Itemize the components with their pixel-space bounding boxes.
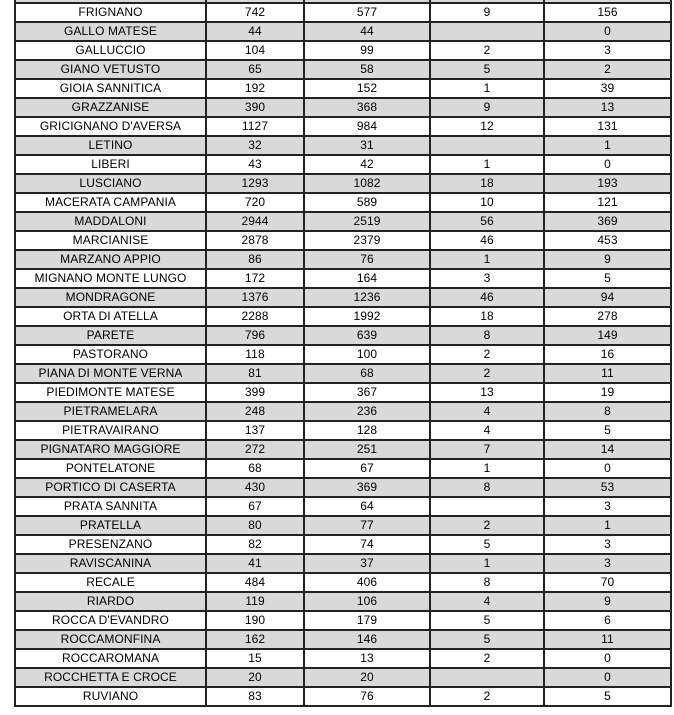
municipality-name-cell: LUSCIANO <box>15 174 206 193</box>
value-cell: 18 <box>430 174 544 193</box>
value-cell: 3 <box>430 269 544 288</box>
value-cell: 2 <box>430 41 544 60</box>
value-cell: 2 <box>544 60 671 79</box>
value-cell: 43 <box>206 155 304 174</box>
value-cell: 67 <box>206 497 304 516</box>
value-cell: 3 <box>544 497 671 516</box>
table-row <box>15 497 671 516</box>
value-cell: 0 <box>544 22 671 41</box>
table-row <box>15 516 671 535</box>
value-cell: 278 <box>544 307 671 326</box>
value-cell: 179 <box>304 611 430 630</box>
municipality-name-cell: PIEDIMONTE MATESE <box>15 383 206 402</box>
table-row <box>15 41 671 60</box>
value-cell: 4 <box>430 421 544 440</box>
value-cell: 0 <box>544 155 671 174</box>
municipality-name-cell: ROCCAMONFINA <box>15 630 206 649</box>
value-cell: 106 <box>304 592 430 611</box>
municipality-name-cell: RIARDO <box>15 592 206 611</box>
value-cell: 251 <box>304 440 430 459</box>
municipality-name-cell: MARCIANISE <box>15 231 206 250</box>
municipality-name-cell: MIGNANO MONTE LUNGO <box>15 269 206 288</box>
table-row <box>15 630 671 649</box>
value-cell: 20 <box>304 668 430 687</box>
value-cell: 76 <box>304 687 430 706</box>
value-cell: 68 <box>304 364 430 383</box>
value-cell: 100 <box>304 345 430 364</box>
value-cell: 1 <box>430 459 544 478</box>
value-cell: 94 <box>544 288 671 307</box>
municipality-name-cell: GIOIA SANNITICA <box>15 79 206 98</box>
table-row <box>15 174 671 193</box>
municipality-name-cell: PIETRAMELARA <box>15 402 206 421</box>
value-cell: 589 <box>304 193 430 212</box>
value-cell: 984 <box>304 117 430 136</box>
value-cell: 18 <box>430 307 544 326</box>
value-cell: 86 <box>206 250 304 269</box>
value-cell: 56 <box>430 212 544 231</box>
value-cell: 104 <box>206 41 304 60</box>
municipality-name-cell: PORTICO DI CASERTA <box>15 478 206 497</box>
value-cell: 2 <box>430 649 544 668</box>
value-cell <box>430 22 544 41</box>
value-cell: 5 <box>430 535 544 554</box>
table-row <box>15 383 671 402</box>
table-row <box>15 687 671 706</box>
value-cell: 14 <box>544 440 671 459</box>
value-cell: 2878 <box>206 231 304 250</box>
municipality-name-cell: ROCCAROMANA <box>15 649 206 668</box>
table-row <box>15 307 671 326</box>
value-cell: 742 <box>206 3 304 22</box>
value-cell: 368 <box>304 98 430 117</box>
table-row <box>15 60 671 79</box>
value-cell: 162 <box>206 630 304 649</box>
table-row <box>15 117 671 136</box>
value-cell: 0 <box>544 459 671 478</box>
value-cell: 80 <box>206 516 304 535</box>
municipality-data-table <box>14 0 672 707</box>
table-row <box>15 98 671 117</box>
table-row <box>15 231 671 250</box>
table-row <box>15 573 671 592</box>
value-cell: 15 <box>206 649 304 668</box>
value-cell: 53 <box>544 478 671 497</box>
value-cell: 20 <box>206 668 304 687</box>
municipality-name-cell: PIGNATARO MAGGIORE <box>15 440 206 459</box>
value-cell: 0 <box>544 649 671 668</box>
value-cell: 236 <box>304 402 430 421</box>
table-row <box>15 535 671 554</box>
value-cell: 13 <box>304 649 430 668</box>
table-row <box>15 250 671 269</box>
table-row <box>15 611 671 630</box>
value-cell: 4 <box>430 402 544 421</box>
value-cell: 12 <box>430 117 544 136</box>
value-cell: 1 <box>544 136 671 155</box>
value-cell: 1082 <box>304 174 430 193</box>
municipality-name-cell: PONTELATONE <box>15 459 206 478</box>
value-cell: 720 <box>206 193 304 212</box>
value-cell: 58 <box>304 60 430 79</box>
value-cell: 4 <box>430 592 544 611</box>
value-cell: 5 <box>430 630 544 649</box>
table-row <box>15 554 671 573</box>
value-cell: 1376 <box>206 288 304 307</box>
value-cell: 149 <box>544 326 671 345</box>
value-cell: 1992 <box>304 307 430 326</box>
value-cell: 796 <box>206 326 304 345</box>
value-cell: 5 <box>430 611 544 630</box>
value-cell: 8 <box>430 478 544 497</box>
table-row <box>15 649 671 668</box>
value-cell: 2 <box>430 687 544 706</box>
value-cell: 3 <box>544 41 671 60</box>
value-cell: 1293 <box>206 174 304 193</box>
table-row <box>15 155 671 174</box>
municipality-name-cell: GALLUCCIO <box>15 41 206 60</box>
value-cell: 9 <box>544 250 671 269</box>
value-cell: 137 <box>206 421 304 440</box>
value-cell: 248 <box>206 402 304 421</box>
table-row <box>15 402 671 421</box>
value-cell: 7 <box>430 440 544 459</box>
table-row <box>15 22 671 41</box>
value-cell: 67 <box>304 459 430 478</box>
value-cell: 272 <box>206 440 304 459</box>
municipality-name-cell: PARETE <box>15 326 206 345</box>
value-cell: 9 <box>430 98 544 117</box>
value-cell: 11 <box>544 630 671 649</box>
value-cell: 164 <box>304 269 430 288</box>
value-cell: 39 <box>544 79 671 98</box>
value-cell: 146 <box>304 630 430 649</box>
value-cell: 3 <box>544 535 671 554</box>
value-cell: 13 <box>430 383 544 402</box>
municipality-name-cell: ORTA DI ATELLA <box>15 307 206 326</box>
value-cell: 484 <box>206 573 304 592</box>
value-cell: 9 <box>544 592 671 611</box>
value-cell: 2 <box>430 516 544 535</box>
value-cell: 1 <box>430 554 544 573</box>
table-row <box>15 79 671 98</box>
municipality-name-cell: MACERATA CAMPANIA <box>15 193 206 212</box>
value-cell: 8 <box>544 402 671 421</box>
value-cell: 118 <box>206 345 304 364</box>
municipality-name-cell: PRESENZANO <box>15 535 206 554</box>
value-cell: 11 <box>544 364 671 383</box>
value-cell: 2519 <box>304 212 430 231</box>
value-cell: 44 <box>304 22 430 41</box>
value-cell: 119 <box>206 592 304 611</box>
value-cell: 2 <box>430 345 544 364</box>
value-cell: 46 <box>430 288 544 307</box>
municipality-name-cell: PIANA DI MONTE VERNA <box>15 364 206 383</box>
value-cell: 37 <box>304 554 430 573</box>
value-cell: 406 <box>304 573 430 592</box>
value-cell: 1 <box>430 155 544 174</box>
value-cell: 99 <box>304 41 430 60</box>
municipality-name-cell: ROCCHETTA E CROCE <box>15 668 206 687</box>
value-cell: 367 <box>304 383 430 402</box>
table-row <box>15 421 671 440</box>
value-cell: 81 <box>206 364 304 383</box>
value-cell: 2288 <box>206 307 304 326</box>
value-cell: 68 <box>206 459 304 478</box>
value-cell: 5 <box>544 421 671 440</box>
value-cell: 44 <box>206 22 304 41</box>
municipality-name-cell: RAVISCANINA <box>15 554 206 573</box>
value-cell: 0 <box>544 668 671 687</box>
value-cell <box>430 497 544 516</box>
value-cell: 65 <box>206 60 304 79</box>
municipality-name-cell: ROCCA D'EVANDRO <box>15 611 206 630</box>
table-row <box>15 668 671 687</box>
table-row <box>15 326 671 345</box>
table-row <box>15 269 671 288</box>
municipality-name-cell: MADDALONI <box>15 212 206 231</box>
table-row <box>15 212 671 231</box>
municipality-name-cell: GRAZZANISE <box>15 98 206 117</box>
value-cell: 128 <box>304 421 430 440</box>
table-row <box>15 459 671 478</box>
value-cell: 2 <box>430 364 544 383</box>
value-cell: 41 <box>206 554 304 573</box>
value-cell <box>430 136 544 155</box>
table-row <box>15 3 671 22</box>
value-cell: 2944 <box>206 212 304 231</box>
value-cell: 1 <box>430 79 544 98</box>
value-cell: 9 <box>430 3 544 22</box>
value-cell: 74 <box>304 535 430 554</box>
municipality-name-cell: FRIGNANO <box>15 3 206 22</box>
value-cell: 5 <box>544 687 671 706</box>
municipality-name-cell: PIETRAVAIRANO <box>15 421 206 440</box>
value-cell: 6 <box>544 611 671 630</box>
value-cell: 1127 <box>206 117 304 136</box>
value-cell: 8 <box>430 573 544 592</box>
value-cell: 577 <box>304 3 430 22</box>
value-cell: 8 <box>430 326 544 345</box>
value-cell: 190 <box>206 611 304 630</box>
value-cell: 70 <box>544 573 671 592</box>
value-cell: 5 <box>430 60 544 79</box>
value-cell: 3 <box>544 554 671 573</box>
value-cell: 77 <box>304 516 430 535</box>
value-cell: 10 <box>430 193 544 212</box>
table-row <box>15 478 671 497</box>
municipality-name-cell: GALLO MATESE <box>15 22 206 41</box>
value-cell: 172 <box>206 269 304 288</box>
municipality-name-cell: PRATELLA <box>15 516 206 535</box>
value-cell: 83 <box>206 687 304 706</box>
value-cell: 399 <box>206 383 304 402</box>
municipality-name-cell: GIANO VETUSTO <box>15 60 206 79</box>
value-cell: 19 <box>544 383 671 402</box>
value-cell: 193 <box>544 174 671 193</box>
value-cell: 430 <box>206 478 304 497</box>
table-row <box>15 345 671 364</box>
value-cell: 192 <box>206 79 304 98</box>
value-cell: 42 <box>304 155 430 174</box>
table-row <box>15 288 671 307</box>
value-cell: 369 <box>544 212 671 231</box>
municipality-name-cell: PASTORANO <box>15 345 206 364</box>
table-row <box>15 440 671 459</box>
value-cell: 156 <box>544 3 671 22</box>
municipality-name-cell: LETINO <box>15 136 206 155</box>
value-cell: 453 <box>544 231 671 250</box>
value-cell: 5 <box>544 269 671 288</box>
municipality-name-cell: MONDRAGONE <box>15 288 206 307</box>
table-row <box>15 592 671 611</box>
value-cell: 31 <box>304 136 430 155</box>
value-cell: 131 <box>544 117 671 136</box>
value-cell: 76 <box>304 250 430 269</box>
municipality-name-cell: RUVIANO <box>15 687 206 706</box>
value-cell: 16 <box>544 345 671 364</box>
table-row <box>15 193 671 212</box>
value-cell: 13 <box>544 98 671 117</box>
municipality-name-cell: PRATA SANNITA <box>15 497 206 516</box>
table-row <box>15 364 671 383</box>
value-cell: 152 <box>304 79 430 98</box>
municipality-name-cell: RECALE <box>15 573 206 592</box>
value-cell: 32 <box>206 136 304 155</box>
value-cell: 390 <box>206 98 304 117</box>
value-cell: 639 <box>304 326 430 345</box>
value-cell: 1 <box>544 516 671 535</box>
value-cell: 369 <box>304 478 430 497</box>
municipality-name-cell: GRICIGNANO D'AVERSA <box>15 117 206 136</box>
value-cell: 121 <box>544 193 671 212</box>
value-cell: 1236 <box>304 288 430 307</box>
value-cell: 82 <box>206 535 304 554</box>
table-body <box>15 0 671 706</box>
municipality-name-cell: MARZANO APPIO <box>15 250 206 269</box>
table-row <box>15 136 671 155</box>
municipality-name-cell: LIBERI <box>15 155 206 174</box>
value-cell: 2379 <box>304 231 430 250</box>
value-cell: 64 <box>304 497 430 516</box>
value-cell: 46 <box>430 231 544 250</box>
value-cell <box>430 668 544 687</box>
value-cell: 1 <box>430 250 544 269</box>
